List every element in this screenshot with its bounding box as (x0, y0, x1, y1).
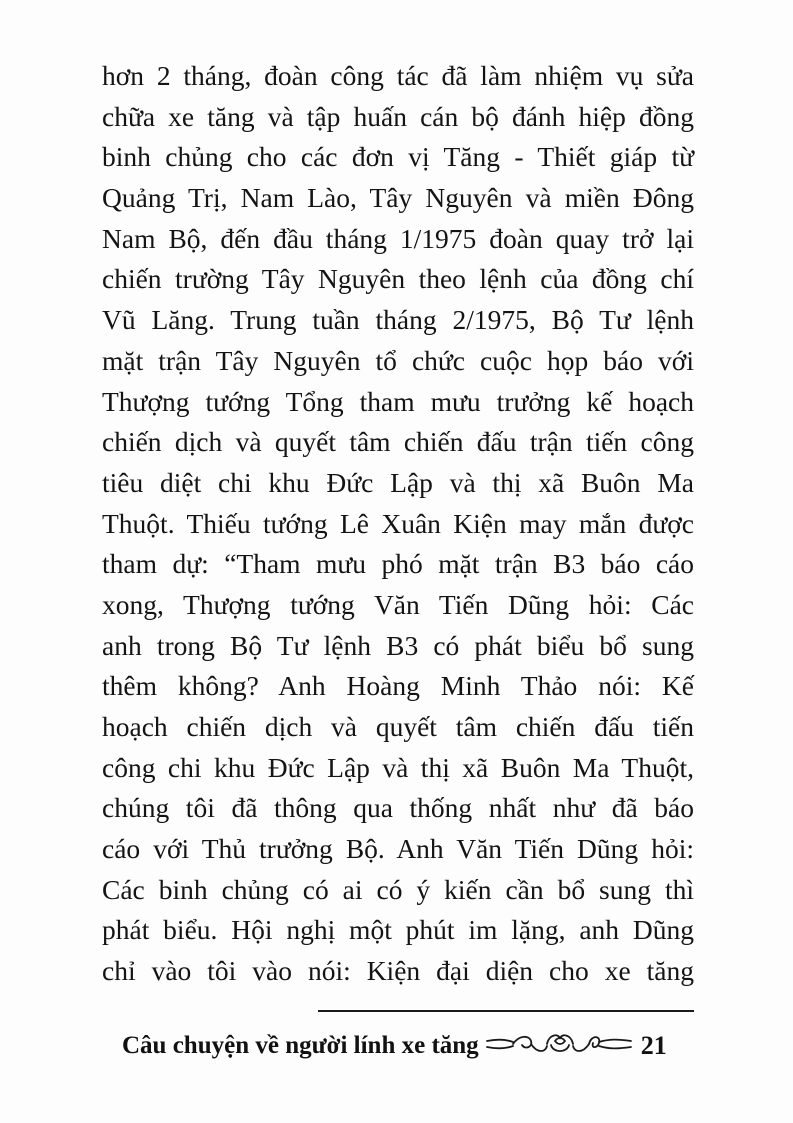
text-line: chữa xe tăng và tập huấn cán bộ đánh hiệp đồng (102, 100, 694, 132)
text-line: hơn 2 tháng, đoàn công tác đã làm nhiệm vụ sửa (102, 60, 694, 91)
text-line: Vũ Lăng. Trung tuần tháng 2/1975, Bộ Tư lệnh (102, 304, 694, 336)
text-line: Quảng Trị, Nam Lào, Tây Nguyên và miền Đông (102, 182, 694, 214)
text-line: công chi khu Đức Lập và thị xã Buôn Ma Thuột, (102, 751, 694, 783)
text-line: Thượng tướng Tổng tham mưu trưởng kế hoạch (102, 385, 694, 417)
text-line: hoạch chiến dịch và quyết tâm chiến đấu tiến (102, 711, 694, 742)
text-line: Nam Bộ, đến đầu tháng 1/1975 đoàn quay trở lại (102, 222, 694, 254)
text-line: xong, Thượng tướng Văn Tiến Dũng hỏi: Các (102, 588, 694, 620)
text-line: binh chủng cho các đơn vị Tăng - Thiết giáp từ (102, 141, 694, 173)
text-line: tham dự: “Tham mưu phó mặt trận B3 báo cáo (102, 548, 694, 580)
running-footer-title: Câu chuyện về người lính xe tăng (122, 1032, 479, 1059)
text-line: chúng tôi đã thông qua thống nhất như đã báo (102, 792, 694, 824)
page-number: 21 (640, 1031, 667, 1060)
text-line: anh trong Bộ Tư lệnh B3 có phát biểu bổ sung (102, 629, 694, 661)
text-line: tiêu diệt chi khu Đức Lập và thị xã Buôn Ma (102, 466, 694, 498)
text-line: thêm không? Anh Hoàng Minh Thảo nói: Kế (102, 670, 694, 702)
text-line: cáo với Thủ trưởng Bộ. Anh Văn Tiến Dũng hỏi: (102, 833, 694, 865)
text-line: phát biểu. Hội nghị một phút im lặng, anh Dũng (102, 914, 694, 946)
text-line: mặt trận Tây Nguyên tổ chức cuộc họp báo với (102, 344, 694, 376)
decorative-flourish-icon (485, 1029, 635, 1064)
text-line: chiến trường Tây Nguyên theo lệnh của đồng chí (102, 263, 694, 295)
text-line: chỉ vào tôi vào nói: Kiện đại diện cho xe tăng (102, 955, 694, 987)
text-line: Thuột. Thiếu tướng Lê Xuân Kiện may mắn được (102, 507, 694, 539)
text-line: chiến dịch và quyết tâm chiến đấu trận tiến công (102, 426, 694, 458)
body-text (102, 56, 694, 992)
text-line: Các binh chủng có ai có ý kiến cần bổ sung thì (102, 873, 694, 905)
footer-divider (318, 1010, 694, 1012)
page-footer (122, 1026, 697, 1066)
